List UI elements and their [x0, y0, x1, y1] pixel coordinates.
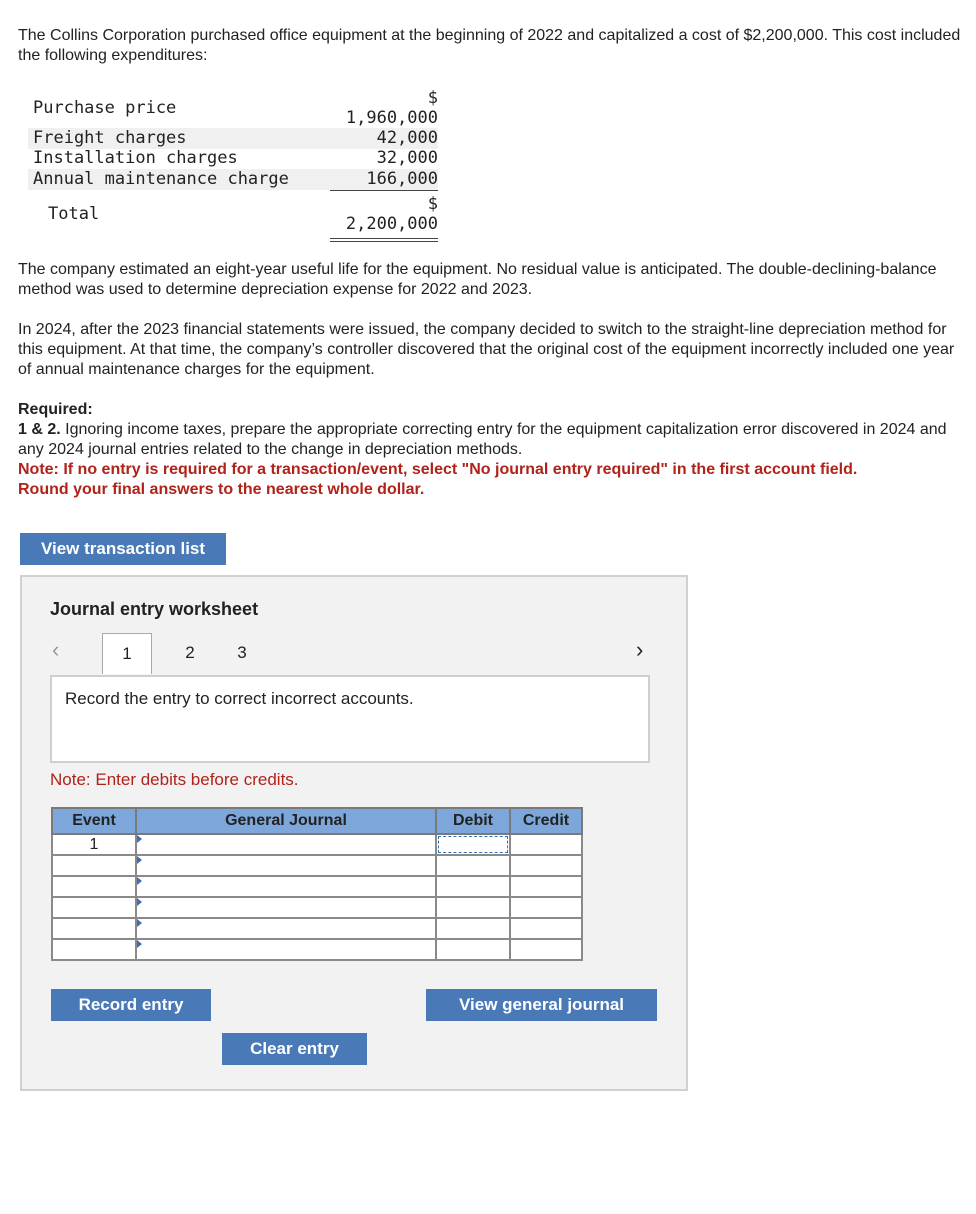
table-row	[52, 918, 582, 939]
debit-input[interactable]	[436, 855, 510, 876]
table-row	[52, 876, 582, 897]
exp-row-total: Total $ 2,200,000	[48, 194, 438, 234]
tab-3[interactable]: 3	[237, 643, 247, 662]
debit-input[interactable]	[436, 939, 510, 960]
event-cell: 1	[52, 834, 136, 855]
view-transaction-list-button[interactable]: View transaction list	[20, 533, 226, 565]
tab-1[interactable]: 1	[102, 633, 152, 674]
account-input[interactable]	[136, 834, 436, 855]
credit-input[interactable]	[510, 897, 582, 918]
chevron-left-icon[interactable]: ‹	[52, 637, 60, 662]
event-cell	[52, 855, 136, 876]
journal-header-row	[52, 808, 582, 834]
instruction-text: Record the entry to correct incorrect accounts.	[65, 689, 414, 708]
account-input[interactable]	[136, 897, 436, 918]
debit-input[interactable]	[436, 876, 510, 897]
credit-column-header: Credit	[510, 808, 582, 834]
journal-table	[51, 807, 583, 961]
credit-input[interactable]	[510, 855, 582, 876]
event-column-header: Event	[52, 808, 136, 834]
paragraph-useful-life: The company estimated an eight-year useful life for the equipment. No residual value is anticipated. The double-declining-balance method was used to determine depreciation expense for 2022 and 2023.	[18, 261, 937, 298]
required-text: Ignoring income taxes, prepare the appropriate correcting entry for the equipment capitalization error discovered in 2024 and any 2024 journal entries related to the change in depreciation methods.	[18, 421, 947, 458]
intro-paragraph: The Collins Corporation purchased office equipment at the beginning of 2022 and capitalized a cost of $2,200,000. This cost included the following expenditures:	[18, 27, 961, 64]
clear-entry-button[interactable]: Clear entry	[222, 1033, 367, 1065]
debit-column-header: Debit	[436, 808, 510, 834]
record-entry-button[interactable]: Record entry	[51, 989, 211, 1021]
account-input[interactable]	[136, 876, 436, 897]
credit-input[interactable]	[510, 939, 582, 960]
table-row	[52, 855, 582, 876]
account-input[interactable]	[136, 918, 436, 939]
table-row	[52, 939, 582, 960]
debit-input[interactable]	[436, 897, 510, 918]
account-input[interactable]	[136, 855, 436, 876]
required-block	[18, 400, 963, 500]
required-number: 1 & 2.	[18, 421, 61, 438]
general-journal-column-header: General Journal	[136, 808, 436, 834]
chevron-right-icon[interactable]: ›	[636, 637, 644, 662]
exp-row-purchase: Purchase price $ 1,960,000	[33, 88, 438, 128]
tab-2[interactable]: 2	[185, 643, 195, 662]
exp-row-installation: Installation charges 32,000	[33, 148, 438, 168]
required-rounding-note: Round your final answers to the nearest whole dollar.	[18, 481, 425, 498]
worksheet-title: Journal entry worksheet	[50, 599, 259, 619]
table-row	[52, 897, 582, 918]
exp-row-maintenance: Annual maintenance charge 166,000	[28, 169, 438, 190]
credit-input[interactable]	[510, 876, 582, 897]
account-input[interactable]	[136, 939, 436, 960]
table-row	[52, 834, 582, 855]
event-cell	[52, 897, 136, 918]
total-rule-1	[330, 238, 438, 239]
journal-entry-worksheet	[20, 575, 688, 1091]
debit-input[interactable]	[436, 834, 510, 855]
credit-input[interactable]	[510, 918, 582, 939]
required-note: Note: If no entry is required for a transaction/event, select "No journal entry required" in the first account field.	[18, 461, 858, 478]
event-cell	[52, 939, 136, 960]
required-heading: Required:	[18, 401, 93, 418]
debits-note: Note: Enter debits before credits.	[50, 770, 299, 789]
instruction-box	[50, 675, 650, 763]
event-cell	[52, 876, 136, 897]
view-general-journal-button[interactable]: View general journal	[426, 989, 657, 1021]
credit-input[interactable]	[510, 834, 582, 855]
paragraph-method-change: In 2024, after the 2023 financial statements were issued, the company decided to switch to the straight-line depreciation method for this equipment. At that time, the company’s controller discovered that the original cost of the equipment incorrectly included one year of annual maintenance charges for the equipment.	[18, 321, 955, 378]
event-cell	[52, 918, 136, 939]
exp-row-freight: Freight charges 42,000	[28, 128, 438, 149]
debit-input[interactable]	[436, 918, 510, 939]
total-rule-2	[330, 241, 438, 242]
subtotal-rule	[330, 190, 438, 191]
